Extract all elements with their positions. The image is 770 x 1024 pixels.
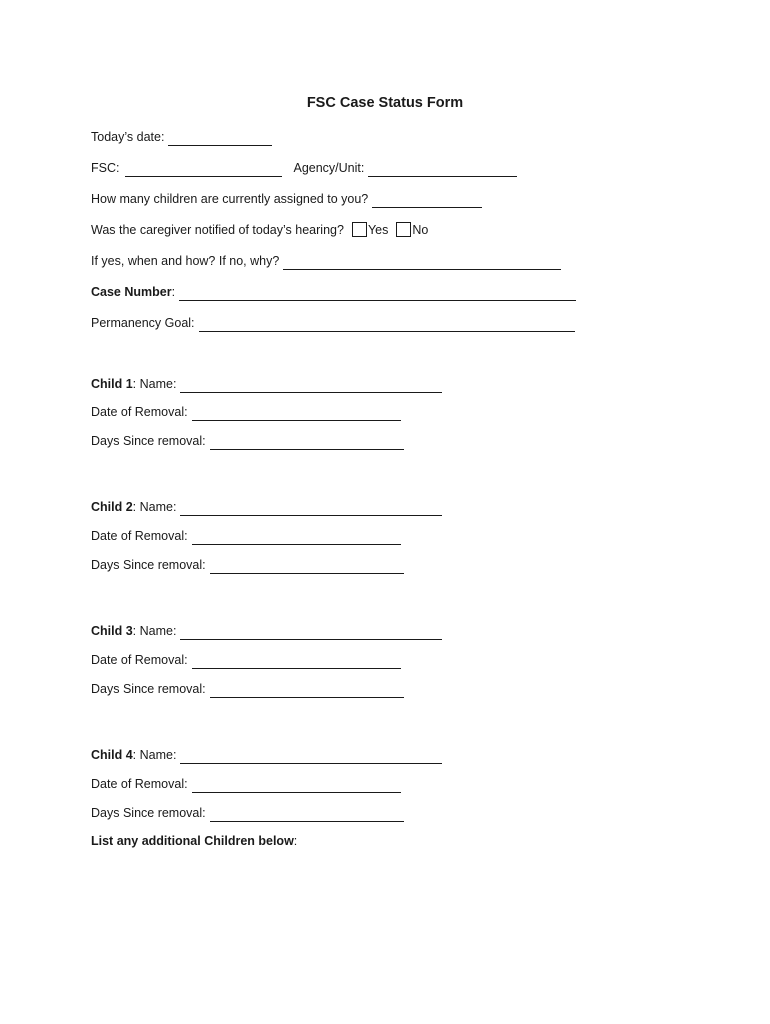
child-1-days-row — [91, 432, 404, 450]
caregiver-notified-label: Was the caregiver notified of today’s hearing? — [91, 223, 344, 237]
child-2-name-label: : Name: — [132, 500, 177, 514]
fsc-field[interactable] — [125, 162, 282, 177]
if-yes-field[interactable] — [283, 255, 561, 270]
if-yes-row — [91, 252, 561, 270]
permanency-goal-field[interactable] — [199, 317, 575, 332]
additional-children-colon: : — [293, 834, 298, 848]
additional-children-row — [91, 832, 297, 850]
child-3-days-label: Days Since removal: — [91, 682, 206, 696]
child-4-heading: Child 4 — [91, 748, 133, 762]
children-assigned-label: How many children are currently assigned to you? — [91, 192, 369, 206]
fsc-label: FSC: — [91, 161, 120, 175]
children-assigned-field[interactable] — [372, 193, 482, 208]
child-3-name-field[interactable] — [180, 625, 442, 640]
child-2-removal-field[interactable] — [192, 530, 401, 545]
permanency-goal-label: Permanency Goal: — [91, 316, 195, 330]
additional-children-label: List any additional Children below — [91, 834, 294, 848]
child-2-name-field[interactable] — [180, 501, 442, 516]
child-4-days-field[interactable] — [210, 807, 404, 822]
child-2-heading: Child 2 — [91, 500, 133, 514]
child-3-removal-row — [91, 651, 401, 669]
child-4-days-row — [91, 804, 404, 822]
child-3-heading: Child 3 — [91, 624, 133, 638]
no-option-label: No — [412, 223, 429, 237]
child-2-removal-label: Date of Removal: — [91, 529, 188, 543]
child-3-name-row — [91, 622, 442, 640]
child-3-days-field[interactable] — [210, 683, 404, 698]
child-1-removal-label: Date of Removal: — [91, 405, 188, 419]
child-3-removal-field[interactable] — [192, 654, 401, 669]
child-4-name-row — [91, 746, 442, 764]
case-number-label: Case Number — [91, 285, 172, 299]
child-2-days-field[interactable] — [210, 559, 404, 574]
permanency-goal-row — [91, 314, 575, 332]
if-yes-label: If yes, when and how? If no, why? — [91, 254, 280, 268]
child-3-days-row — [91, 680, 404, 698]
child-1-removal-row — [91, 403, 401, 421]
child-3-name-label: : Name: — [132, 624, 177, 638]
child-4-name-field[interactable] — [180, 749, 442, 764]
yes-option-label: Yes — [367, 223, 389, 237]
child-4-days-label: Days Since removal: — [91, 806, 206, 820]
agency-unit-label: Agency/Unit: — [293, 161, 365, 175]
child-1-days-label: Days Since removal: — [91, 434, 206, 448]
todays-date-label: Today’s date: — [91, 130, 165, 144]
child-4-removal-label: Date of Removal: — [91, 777, 188, 791]
child-4-name-label: : Name: — [132, 748, 177, 762]
case-number-colon: : — [171, 285, 176, 299]
child-1-name-row — [91, 375, 442, 393]
yes-checkbox[interactable] — [352, 222, 367, 237]
fsc-row — [91, 159, 517, 177]
agency-unit-field[interactable] — [368, 162, 517, 177]
child-1-name-field[interactable] — [180, 378, 442, 393]
case-number-field[interactable] — [179, 286, 576, 301]
child-2-removal-row — [91, 527, 401, 545]
form-title: FSC Case Status Form — [306, 95, 464, 111]
child-2-days-row — [91, 556, 404, 574]
children-assigned-row — [91, 190, 482, 208]
child-1-name-label: : Name: — [132, 377, 177, 391]
child-4-removal-field[interactable] — [192, 778, 401, 793]
todays-date-row — [91, 128, 272, 146]
child-1-removal-field[interactable] — [192, 406, 401, 421]
todays-date-field[interactable] — [168, 131, 272, 146]
case-number-row — [91, 283, 576, 301]
child-1-heading: Child 1 — [91, 377, 133, 391]
child-1-days-field[interactable] — [210, 435, 404, 450]
child-3-removal-label: Date of Removal: — [91, 653, 188, 667]
child-4-removal-row — [91, 775, 401, 793]
child-2-name-row — [91, 498, 442, 516]
child-2-days-label: Days Since removal: — [91, 558, 206, 572]
caregiver-notified-row — [91, 221, 428, 239]
no-checkbox[interactable] — [396, 222, 411, 237]
